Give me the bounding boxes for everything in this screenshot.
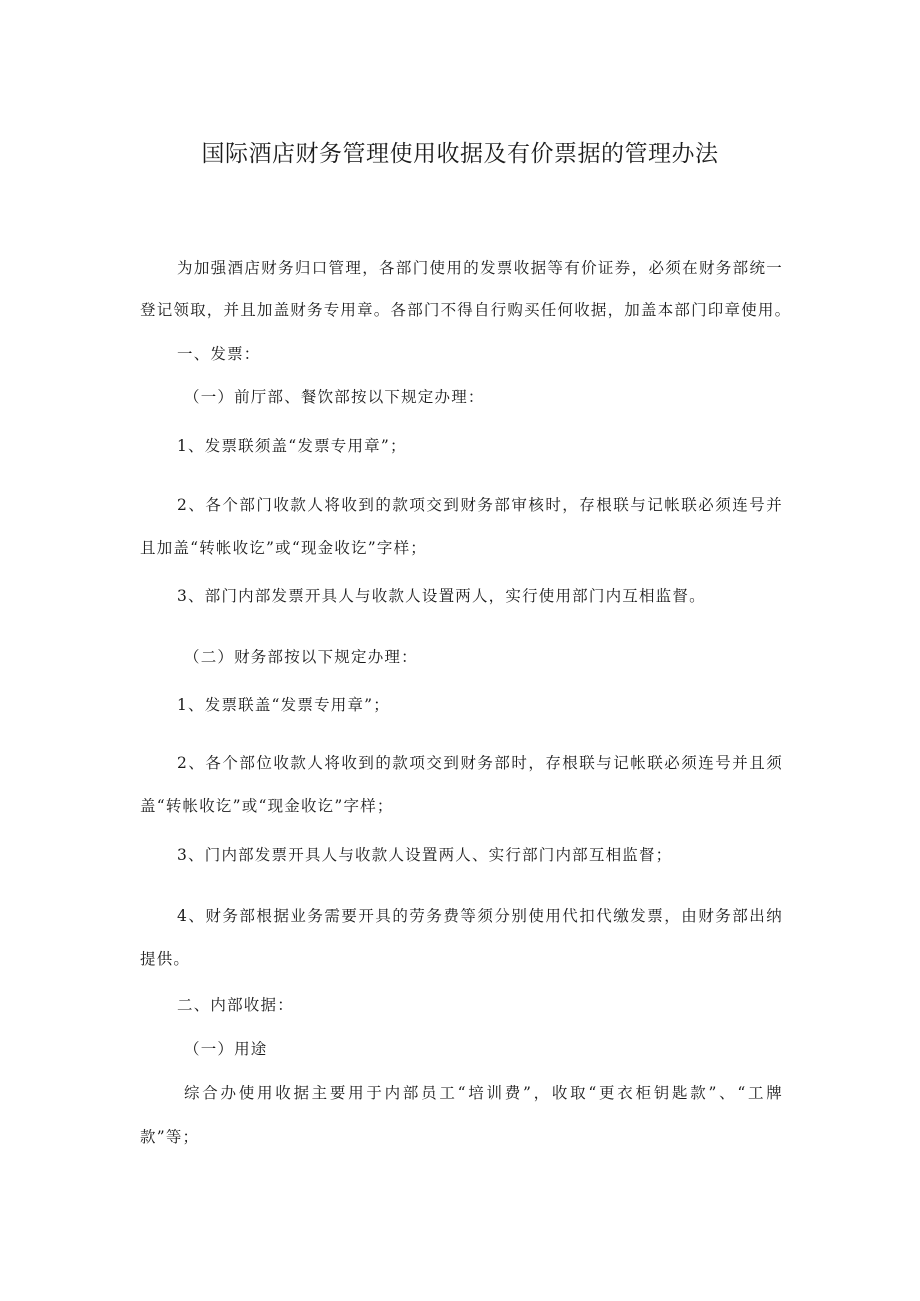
section-2-sub-1-heading: （一）用途 [184, 1040, 268, 1058]
section-1-sub-2-item-4-line-1: 4、财务部根据业务需要开具的劳务费等须分别使用代扣代缴发票，由财务部出纳 [177, 907, 783, 925]
section-1-sub-2-item-4-line-2: 提供。 [140, 950, 191, 968]
section-1-heading: 一、发票： [177, 345, 261, 363]
section-1-sub-1-heading: （一）前厅部、餐饮部按以下规定办理： [184, 388, 485, 406]
section-1-sub-2-item-2-line-2: 盖“转帐收讫”或“现金收讫”字样； [140, 797, 394, 815]
intro-line-1: 为加强酒店财务归口管理，各部门使用的发票收据等有价证券，必须在财务部统一 [177, 259, 783, 277]
section-1-sub-2-item-1: 1、发票联盖“发票专用章”； [177, 696, 391, 714]
section-1-sub-2-heading: （二）财务部按以下规定办理： [184, 648, 418, 666]
section-1-sub-1-item-2-line-2: 且加盖“转帐收讫”或“现金收讫”字样； [140, 539, 427, 557]
section-1-sub-2-item-3: 3、门内部发票开具人与收款人设置两人、实行部门内部互相监督； [177, 846, 673, 864]
section-2-heading: 二、内部收据： [177, 996, 294, 1014]
section-1-sub-1-item-2-line-1: 2、各个部门收款人将收到的款项交到财务部审核时，存根联与记帐联必须连号并 [177, 496, 783, 514]
intro-line-2: 登记领取，并且加盖财务专用章。各部门不得自行购买任何收据，加盖本部门印章使用。 [140, 301, 792, 319]
section-2-sub-1-para-line-1: 综合办使用收据主要用于内部员工“培训费”，收取“更衣柜钥匙款”、“工牌 [184, 1084, 783, 1102]
section-1-sub-2-item-2-line-1: 2、各个部位收款人将收到的款项交到财务部时，存根联与记帐联必须连号并且须 [177, 754, 783, 772]
section-2-sub-1-para-line-2: 款”等； [140, 1128, 200, 1146]
document-title: 国际酒店财务管理使用收据及有价票据的管理办法 [201, 141, 719, 167]
section-1-sub-1-item-1: 1、发票联须盖“发票专用章”； [177, 437, 407, 455]
section-1-sub-1-item-3: 3、部门内部发票开具人与收款人设置两人，实行使用部门内互相监督。 [177, 587, 706, 605]
